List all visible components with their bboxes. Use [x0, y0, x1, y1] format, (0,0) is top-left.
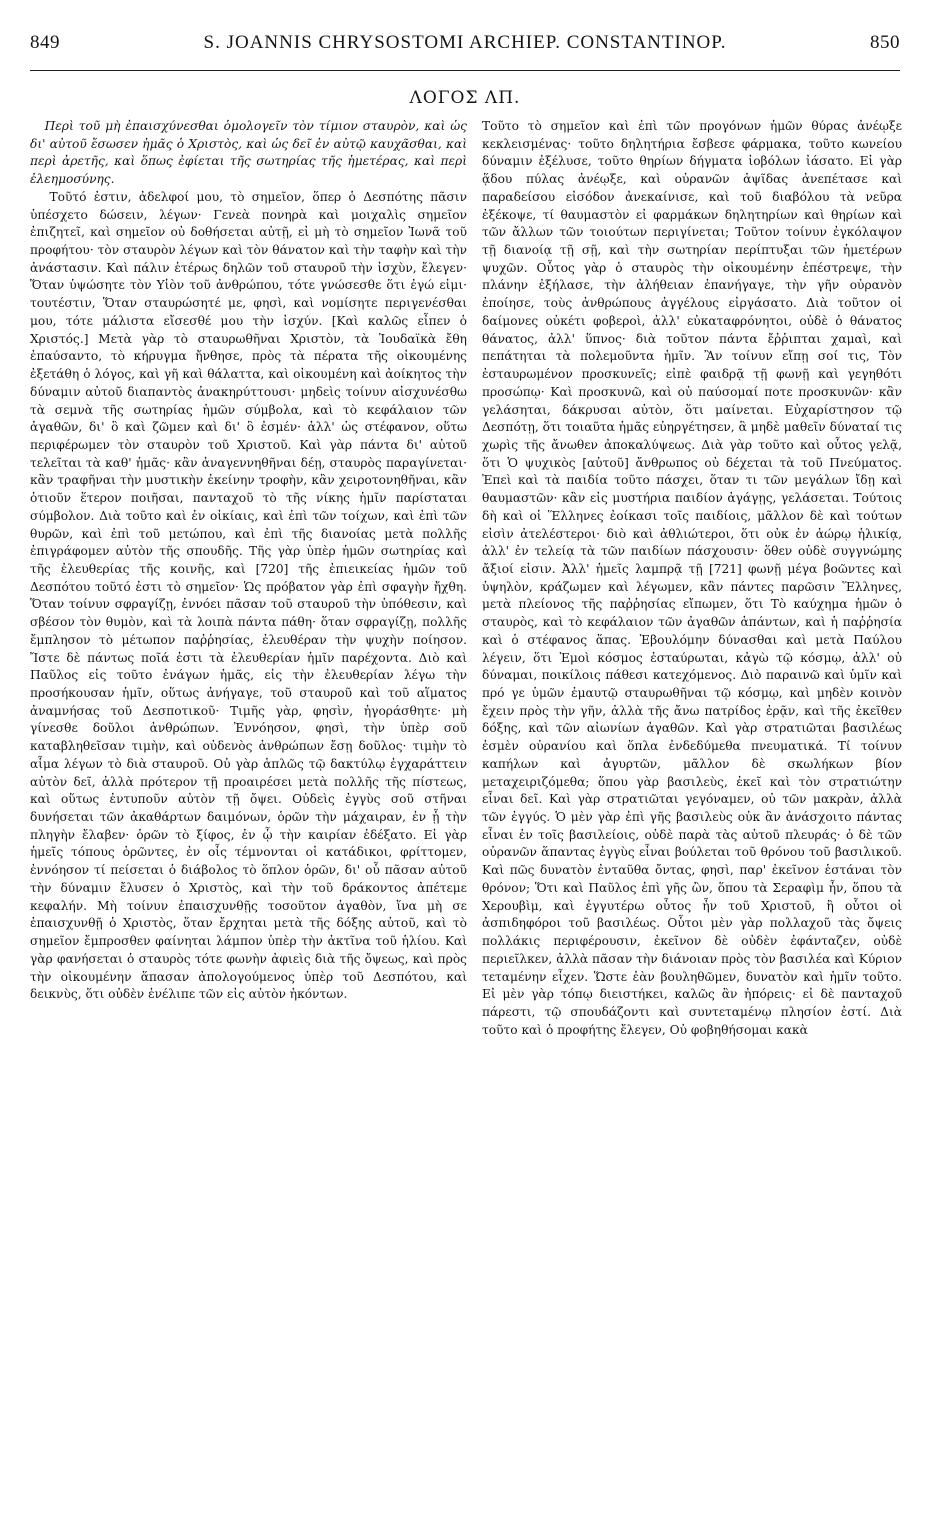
right-column-body: Τοῦτο τὸ σημεῖον καὶ ἐπὶ τῶν προγόνων ἡμῶν θύρας ἀνέῳξε κεκλεισμένας· τοῦτο δηλητήρια ἔσβεσε φάρμακα, τοῦτο κωνείου δύναμιν ἐξέλυσε, τοῦτο θηρίων δήγματα ἰοβόλων ἰάσατο. Εἰ γὰρ ᾅδου πύλας ἀνέῳξε, καὶ οὐρανῶν ἁψῖδας ἀνεπέτασε καὶ παραδείσου εἰσόδον ἀνεκαίνισε, καὶ τοῦ διαβόλου τὰ νεῦρα ἐξέκοψε, τί θαυμαστὸν εἰ φαρμάκων δηλητηρίων καὶ θηρίων καὶ τῶν ἄλλων τῶν τοιούτων περιγίνεται; Τοῦτον τοίνυν ἐγκόλαψον τῇ διανοίᾳ τῇ σῇ, καὶ τὴν σωτηρίαν περίπτυξαι τῶν ἡμετέρων ψυχῶν. Οὗτος γὰρ ὁ σταυρὸς τὴν οἰκουμένην ἐπέστρεψε, τὴν πλάνην ἐξήλασε, τὴν ἀλήθειαν ἐπανήγαγε, τὴν γῆν οὐρανὸν ἐποίησε, τοὺς ἀνθρώπους ἀγγέλους εἰργάσατο. Διὰ τοῦτον οἱ δαίμονες οὐκέτι φοβεροὶ, ἀλλ' εὐκαταφρόνητοι, οὐδὲ ὁ θάνατος θάνατος, ἀλλ' ὕπνος· διὰ τοῦτον πάντα ἔῤῥιπται χαμαὶ, καὶ πεπάτηται τὰ πολεμοῦντα ἡμῖν. Ἂν τοίνυν εἴπῃ σοί τις, Τὸν ἐσταυρωμένον προσκυνεῖς; εἰπὲ φαιδρᾷ τῇ φωνῇ καὶ γεγηθότι προσώπῳ· Καὶ προσκυνῶ, καὶ οὐ παύσομαί ποτε προσκυνῶν· κἂν γελάσηται, δάκρυσαι αὐτὸν, ὅτι μαίνεται. Εὐχαρίστησον τῷ Δεσπότῃ, ὅτι τοιαῦτα ἡμᾶς εὐηργέτησεν, ἃ μηδὲ μαθεῖν δύναταί τις χωρὶς τῆς ἄνωθεν ἀποκαλύψεως. Διὰ γὰρ τοῦτο καὶ οὗτος γελᾷ, ὅτι Ὁ ψυχικὸς [αὐτοῦ] ἄνθρωπος οὐ δέχεται τὰ τοῦ Πνεύματος. Ἐπεὶ καὶ τὰ παιδία τοῦτο πάσχει, ὅταν τι τῶν μεγάλων ἴδῃ καὶ θαυμαστῶν· κἂν εἰς μυστήρια παιδίον ἀγάγῃς, γελάσεται. Τούτοις δὴ καὶ οἱ Ἕλληνες ἐοίκασι τοῖς παιδίοις, μᾶλλον δὲ καὶ τούτων εἰσὶν ἀτελέστεροι· διὸ καὶ ἀθλιώτεροι, ὅτι οὐκ ἐν ἀώρῳ ἡλικίᾳ, ἀλλ' ἐν τελείᾳ τὰ τῶν παιδίων πάσχουσιν· ὅθεν οὐδὲ συγγνώμης ἄξιοί εἰσιν. Ἀλλ' ἡμεῖς λαμπρᾷ τῇ [721] φωνῇ μέγα βοῶντες καὶ ὑψηλὸν, κράζωμεν καὶ λέγωμεν, κἂν πάντες παρῶσιν Ἕλληνες, μετὰ πλείονος τῆς παῤῥησίας εἴπωμεν, ὅτι Τὸ καύχημα ἡμῶν ὁ σταυρὸς, καὶ τὸ κεφάλαιον τῶν ἀγαθῶν ἁπάντων, καὶ ἡ παῤῥησία καὶ ὁ στέφανος ἅπας. Ἐβουλόμην δύνασθαι καὶ μετὰ Παύλου λέγειν, ὅτι Ἐμοὶ κόσμος ἐσταύρωται, κἀγὼ τῷ κόσμῳ, ἀλλ' οὐ δύναμαι, ποικίλοις πάθεσι κατεχόμενος. Διὸ παραινῶ καὶ ὑμῖν καὶ πρό γε ὑμῶν ἐμαυτῷ σταυρωθῆναι τῷ κόσμῳ, καὶ μηδὲν κοινὸν ἔχειν πρὸς τὴν γῆν, ἀλλὰ τῆς ἄνω πατρίδος ἐρᾷν, καὶ τῆς ἐκεῖθεν δόξης, καὶ τῶν αἰωνίων ἀγαθῶν. Καὶ γὰρ στρατιῶται βασιλέως ἐσμὲν οὐρανίου καὶ ὅπλα ἐνδεδύμεθα πνευματικά. Τί τοίνυν καπήλων καὶ ἀγυρτῶν, μᾶλλον δὲ σκωλήκων βίον μεταχειριζόμεθα; ὅπου γὰρ βασιλεὺς, ἐκεῖ καὶ τὸν στρατιώτην εἶναι δεῖ. Καὶ γὰρ στρατιῶται γεγόναμεν, οὐ τῶν μακρὰν, ἀλλὰ τῶν ἐγγύς. Ὁ μὲν γὰρ ἐπὶ γῆς βασιλεὺς οὐκ ἂν ἀνάσχοιτο πάντας εἶναι ἐν τοῖς βασιλείοις, οὐδὲ παρὰ τὰς αὐτοῦ πλευράς· ὁ δὲ τῶν οὐρανῶν ἅπαντας ἐγγὺς εἶναι βούλεται τοῦ θρόνου τοῦ βασιλικοῦ. Καὶ πῶς δυνατὸν ἐνταῦθα ὄντας, φησὶ, παρ' ἐκεῖνον ἑστάναι τὸν θρόνον; Ὅτι καὶ Παῦλος ἐπὶ γῆς ὢν, ὅπου τὰ Σεραφὶμ ἦν, ὅπου τὰ Χερουβὶμ, καὶ ἐγγυτέρω οὗτος ἦν τοῦ Χριστοῦ, ἢ οὗτοι οἱ ἀσπιδηφόροι τοῦ βασιλέως. Οὗτοι μὲν γὰρ πολλαχοῦ τὰς ὄψεις πολλάκις περιφέρουσιν, ἐκεῖνον δὲ οὐδὲν ἐφάνταζεν, οὐδὲ περιεῖλκεν, ἀλλὰ πᾶσαν τὴν διάνοιαν πρὸς τὸν βασιλέα καὶ Κύριον τεταμένην εἶχεν. Ὥστε ἐὰν βουληθῶμεν, δυνατὸν καὶ ἡμῖν τοῦτο. Εἰ μὲν γὰρ τόπῳ διειστήκει, καλῶς ἂν ἠπόρεις· εἰ δὲ πανταχοῦ πάρεστι, τῷ σπουδάζοντι καὶ συντεταμένῳ πλησίον ἐστί. Διὰ τοῦτο καὶ ὁ προφήτης ἔλεγεν, Οὐ φοβηθήσομαι κακὰ	[482, 119, 902, 1037]
running-title: S. JOANNIS CHRYSOSTOMI ARCHIEP. CONSTANTINOP.	[203, 32, 727, 53]
sermon-label: ΛΟΓΟΣ ΛΠ.	[409, 88, 521, 108]
left-column-body: Τοῦτό ἐστιν, ἀδελφοί μου, τὸ σημεῖον, ὅπερ ὁ Δεσπότης πᾶσιν ὑπέσχετο δώσειν, λέγων· Γενεὰ πονηρὰ καὶ μοιχαλὶς σημεῖον ἐπιζητεῖ, καὶ σημεῖον οὐ δοθήσεται αὐτῇ, εἰ μὴ τὸ σημεῖον Ἰωνᾶ τοῦ προφήτου· τὸν σταυρὸν λέγων καὶ τὸν θάνατον καὶ τὴν ταφὴν καὶ τὴν ἀνάστασιν. Καὶ πάλιν ἑτέρως δηλῶν τοῦ σταυροῦ τὴν ἰσχὺν, ἔλεγεν· Ὅταν ὑψώσητε τὸν Υἱὸν τοῦ ἀνθρώπου, τότε γνώσεσθε ὅτι ἐγώ εἰμι· τουτέστιν, Ὅταν σταυρώσητέ με, φησὶ, καὶ νομίσητε περιγενέσθαι μου, τότε μάλιστα εἴσεσθέ μου τὴν ἰσχύν. [Καὶ καλῶς εἶπεν ὁ Χριστός.] Μετὰ γὰρ τὸ σταυρωθῆναι Χριστὸν, τὰ Ἰουδαϊκὰ ἔθη ἐπαύσαντο, τὸ κήρυγμα ἤνθησε, πρὸς τὰ πέρατα τῆς οἰκουμένης ἐξετάθη ὁ λόγος, καὶ γῆ καὶ θάλαττα, καὶ οἰκουμένη καὶ ἀοίκητος τὴν δύναμιν αὐτοῦ διαπαντὸς ἀνακηρύττουσι· μηδεὶς τοίνυν αἰσχυνέσθω τὰ σεμνὰ τῆς σωτηρίας ἡμῶν σύμβολα, καὶ τὸ κεφάλαιον τῶν ἀγαθῶν, δι' ὃ καὶ ζῶμεν καὶ δι' ὃ ἐσμέν· ἀλλ' ὡς στέφανον, οὕτω περιφέρωμεν τὸν σταυρὸν τοῦ Χριστοῦ. Καὶ γὰρ πάντα δι' αὐτοῦ τελεῖται τὰ καθ' ἡμᾶς· κἂν ἀναγεννηθῆναι δέῃ, σταυρὸς παραγίνεται· κἂν τραφῆναι τὴν μυστικὴν ἐκείνην τροφὴν, κἂν χειροτονηθῆναι, κἂν ὁτιοῦν ἕτερον ποιῆσαι, πανταχοῦ τὸ τῆς νίκης ἡμῖν παρίσταται σύμβολον. Διὰ τοῦτο καὶ ἐν οἰκίαις, καὶ ἐπὶ τῶν τοίχων, καὶ ἐπὶ τῶν θυρῶν, καὶ ἐπὶ τοῦ μετώπου, καὶ ἐπὶ τῆς διανοίας μετὰ πολλῆς ἐπιγράφομεν αὐτὸν τῆς σπουδῆς. Τῆς γὰρ ὑπὲρ ἡμῶν σωτηρίας καὶ τῆς ἐλευθερίας τῆς κοινῆς, καὶ [720] τῆς ἐπιεικείας ἡμῶν τοῦ Δεσπότου τοῦτό ἐστι τὸ σημεῖον· Ὡς πρόβατον γὰρ ἐπὶ σφαγὴν ἤχθη. Ὅταν τοίνυν σφραγίζῃ, ἐννόει πᾶσαν τοῦ σταυροῦ τὴν ὑπόθεσιν, καὶ σβέσον τὸν θυμὸν, καὶ τὰ λοιπὰ πάντα πάθη· ὅταν σφραγίζῃ, πολλῆς ἔμπλησον τὸ μέτωπον παῤῥησίας, ἐλευθέραν τὴν ψυχὴν ποίησον. Ἴστε δὲ πάντως ποῖά ἐστι τὰ ἐλευθερίαν ἡμῖν παρέχοντα. Διὸ καὶ Παῦλος εἰς τοῦτο ἐνάγων ἡμᾶς, εἰς τὴν ἐλευθερίαν λέγω τὴν προσήκουσαν ἡμῖν, οὕτως ἀνήγαγε, τοῦ σταυροῦ καὶ τοῦ αἵματος ἀναμνήσας τοῦ Δεσποτικοῦ· Τιμῆς γὰρ, φησὶν, ἠγοράσθητε· μὴ γίνεσθε δοῦλοι ἀνθρώπων. Ἐννόησον, φησὶ, τὴν ὑπὲρ σοῦ καταβληθεῖσαν τιμὴν, καὶ οὐδενὸς ἀνθρώπων ἔσῃ δοῦλος· τιμὴν τὸ αἷμα λέγων τὸ διὰ σταυροῦ. Οὐ γὰρ ἁπλῶς τῷ δακτύλῳ ἐγχαράττειν αὐτὸν δεῖ, ἀλλὰ πρότερον τῇ προαιρέσει μετὰ πολλῆς τῆς πίστεως, καὶ οὕτως ἐντυποῦν αὐτὸν τῇ ὄψει. Οὐδεὶς ἐγγὺς σοῦ στῆναι δυνήσεται τῶν ἀκαθάρτων δαιμόνων, ὁρῶν τὴν μάχαιραν, ἐν ᾗ τὴν πληγὴν ἔλαβεν· ὁρῶν τὸ ξίφος, ἐν ᾧ τὴν καιρίαν ἐδέξατο. Εἰ γὰρ ἡμεῖς τόπους ὁρῶντες, ἐν οἷς τέμνονται οἱ κατάδικοι, φρίττομεν, ἐννόησον τί πείσεται ὁ διάβολος τὸ ὅπλον ὁρῶν, δι' οὗ πᾶσαν αὐτοῦ τὴν δύναμιν ἔλυσεν ὁ Χριστὸς, καὶ τὴν τοῦ δράκοντος ἀπέτεμε κεφαλήν. Μὴ τοίνυν ἐπαισχυνθῇς τοσοῦτον ἀγαθὸν, ἵνα μὴ σε ἐπαισχυνθῇ ὁ Χριστὸς, ὅταν ἔρχηται μετὰ τῆς δόξης αὐτοῦ, καὶ τὸ σημεῖον ἔμπροσθεν φαίνηται λάμπον ὑπὲρ τὴν ἀκτῖνα τοῦ ἡλίου. Καὶ γὰρ φανήσεται ὁ σταυρὸς τότε φωνὴν ἀφιεὶς διὰ τῆς ὄψεως, καὶ πρὸς τὴν οἰκουμένην ἅπασαν ἀπολογούμενος ὑπὲρ τοῦ Δεσπότου, καὶ δεικνὺς, ὅτι οὐδὲν ἐνέλιπε τῶν εἰς αὐτὸν ἡκόντων.	[30, 189, 467, 1002]
page-number-left: 849	[30, 32, 60, 53]
page-number-right: 850	[870, 32, 900, 53]
left-column	[30, 118, 467, 1520]
sermon-title: Περὶ τοῦ μὴ ἐπαισχύνεσθαι ὁμολογεῖν τὸν τίμιον σταυρὸν, καὶ ὡς δι' αὐτοῦ ἔσωσεν ἡμᾶς ὁ Χριστὸς, καὶ ὡς δεῖ ἐν αὐτῷ καυχᾶσθαι, καὶ περὶ ἀρετῆς, καὶ ὅπως ἐφίεται τῆς σωτηρίας τῆς ἡμετέρας, καὶ περὶ ἐλεημοσύνης.	[30, 119, 467, 187]
right-column	[482, 118, 902, 1520]
header-rule	[30, 70, 900, 71]
page-header	[30, 32, 900, 62]
